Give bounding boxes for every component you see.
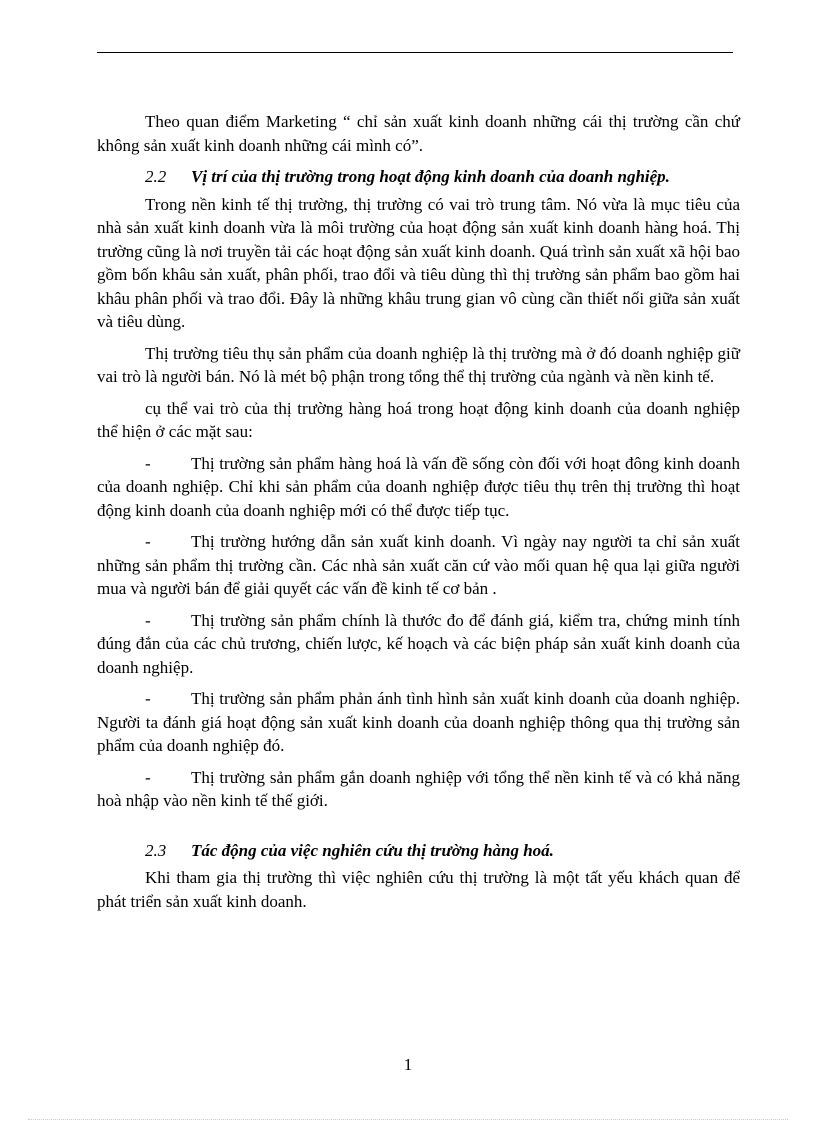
bullet-text: Thị trường hướng dẫn sản xuất kinh doanh. Vì ngày nay người ta chỉ sản xuất những sản phẩm thị trường cần. Các nhà sản xuất căn cứ vào mối quan hệ qua lại giữa người mua và người bán để giải quyết các vấn đề kinh tế cơ bản . xyxy=(97,532,740,598)
section-title: Vị trí của thị trường trong hoạt động kinh doanh của doanh nghiệp. xyxy=(191,167,670,186)
bullet-dash: - xyxy=(145,689,151,708)
section-title: Tác động của việc nghiên cứu thị trường hàng hoá. xyxy=(191,840,554,860)
page-bottom-border xyxy=(28,1119,788,1120)
paragraph-specific-roles: cụ thể vai trò của thị trường hàng hoá trong hoạt động kinh doanh của doanh nghiệp thể hiện ở các mặt sau: xyxy=(97,398,740,441)
page-number: 1 xyxy=(403,1055,413,1074)
section-heading-2-2 xyxy=(97,165,740,189)
bullet-text: Thị trường sản phẩm hàng hoá là vấn đề sống còn đối với hoạt đông kinh doanh của doanh nghiệp. Chỉ khi sản phẩm của doanh nghiệp được tiêu thụ trên thị trường thì hoạt động kinh doanh của doanh nghiệp mới có thể được tiếp tục. xyxy=(97,453,740,520)
paragraph-market-research: Khi tham gia thị trường thì việc nghiên cứu thị trường là một tất yếu khách quan để phát triển sản xuất kinh doanh. xyxy=(97,868,740,911)
bullet-dash: - xyxy=(145,767,151,787)
bullet-item xyxy=(97,687,740,758)
intro-paragraph: Theo quan điểm Marketing “ chỉ sản xuất kinh doanh những cái thị trường cần chứ không sản xuất kinh doanh những cái mình có”. xyxy=(97,112,740,155)
paragraph-market-role: Trong nền kinh tế thị trường, thị trường có vai trò trung tâm. Nó vừa là mục tiêu của nhà sản xuất kinh doanh vừa là môi trường của hoạt động sản xuất kinh doanh hàng hoá. Thị trường cũng là nơi truyền tải các hoạt động sản xuất kinh doanh. Quá trình sản xuất xã hội bao gồm bốn khâu sản xuất, phân phối, trao đổi và tiêu dùng thì thị trường sản phẩm bao gồm hai khâu phân phối và trao đổi. Đây là những khâu trung gian vô cùng cần thiết nối giữa sản xuất và tiêu dùng. xyxy=(97,194,740,331)
bullet-item xyxy=(97,609,740,680)
section-number: 2.3 xyxy=(145,840,167,860)
section-number: 2.2 xyxy=(145,167,167,186)
bullet-text: Thị trường sản phẩm gắn doanh nghiệp với tổng thể nền kinh tế và có khả năng hoà nhập vào nền kinh tế thế giới. xyxy=(97,767,740,810)
bullet-item xyxy=(97,452,740,523)
bullet-item xyxy=(97,530,740,601)
bullet-dash: - xyxy=(145,453,151,473)
bullet-item xyxy=(97,766,740,813)
bullet-text: Thị trường sản phẩm chính là thước đo để đánh giá, kiểm tra, chứng minh tính đúng đắn của các chủ trương, chiến lược, kế hoạch và các biện pháp sản xuất kinh doanh của doanh nghiệp. xyxy=(97,610,740,677)
bullet-dash: - xyxy=(145,610,151,630)
document-body xyxy=(97,110,740,913)
header-rule xyxy=(97,52,733,53)
bullet-text: Thị trường sản phẩm phản ánh tình hình sản xuất kinh doanh của doanh nghiệp. Người ta đánh giá hoạt động sản xuất kinh doanh của doanh nghiệp thông qua thị trường sản phẩm của doanh nghiệp đó. xyxy=(97,689,740,755)
section-heading-2-3 xyxy=(97,839,740,863)
paragraph-consumption-market: Thị trường tiêu thụ sản phẩm của doanh nghiệp là thị trường mà ở đó doanh nghiệp giữ vai trò là người bán. Nó là mét bộ phận trong tổng thể thị trường của ngành và nền kinh tế. xyxy=(97,343,740,386)
bullet-dash: - xyxy=(145,532,151,551)
